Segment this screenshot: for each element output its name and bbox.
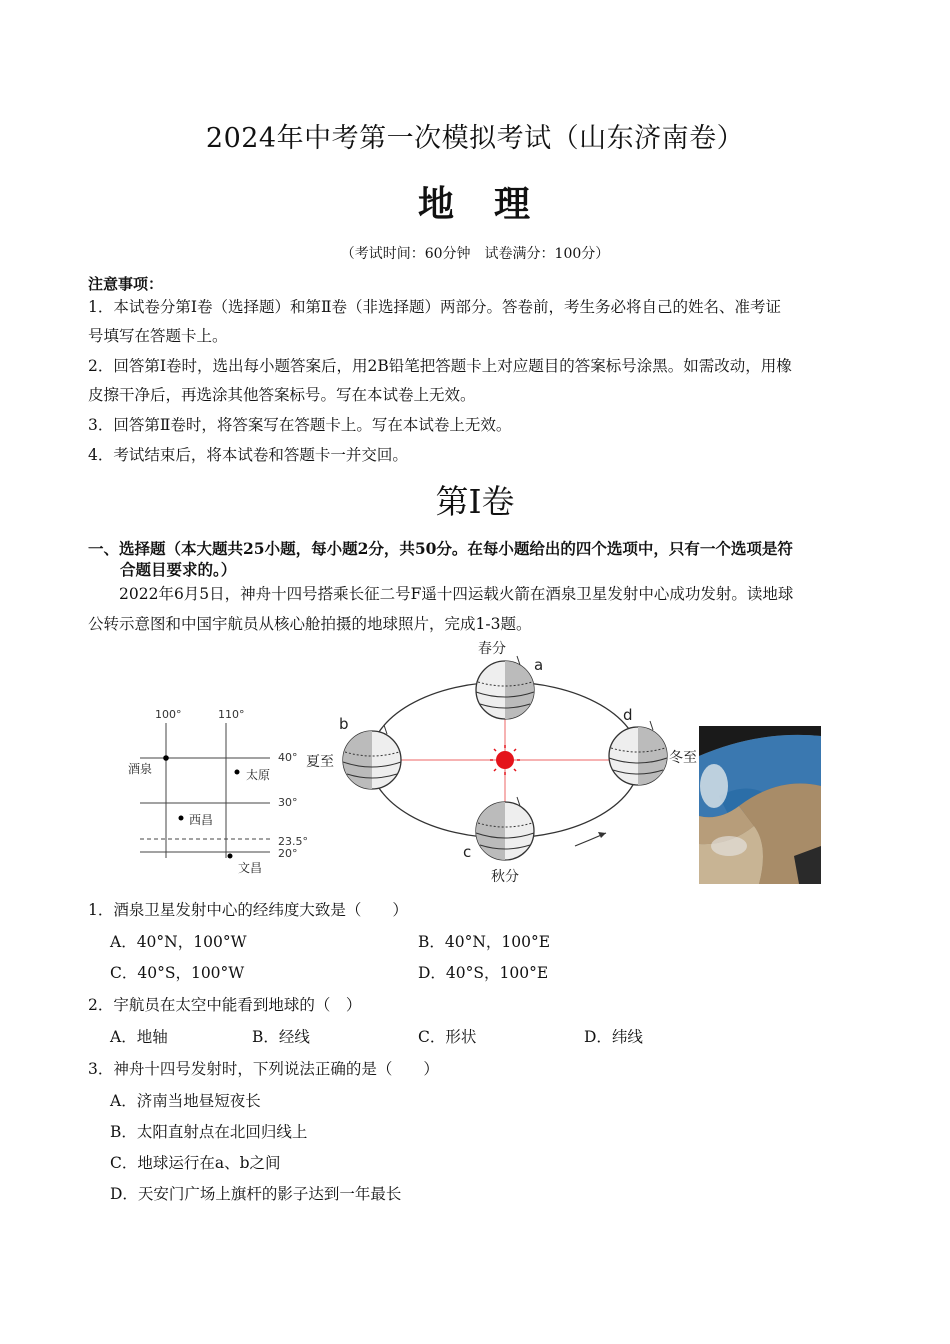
taiyuan-label: 太原 (246, 768, 271, 782)
exam-title: 2024年中考第一次模拟考试（山东济南卷） (205, 123, 745, 154)
lon2-label: 110° (218, 708, 245, 721)
q1-option-a[interactable]: A．40°N，100°W (110, 933, 247, 951)
wenchang-label: 文昌 (238, 861, 263, 875)
jiuquan-label: 酒泉 (128, 762, 153, 776)
wenchang-dot (228, 854, 233, 859)
globe-winter (609, 721, 667, 785)
q2-option-b[interactable]: B．经线 (252, 1028, 310, 1046)
xichang-label: 西昌 (189, 813, 214, 827)
notice-heading: 注意事项： (88, 275, 164, 293)
earth-photo (699, 726, 821, 884)
point-a-label: a (534, 656, 544, 674)
question-1-stem: 1．酒泉卫星发射中心的经纬度大致是（ ） (88, 901, 408, 919)
point-c-label: c (463, 843, 472, 861)
section-heading (88, 538, 868, 580)
xichang-dot (179, 816, 184, 821)
sun-icon (496, 751, 514, 769)
q1-option-b[interactable]: B．40°N，100°E (418, 933, 551, 951)
notice-line: 号填写在答题卡上。 (88, 327, 228, 345)
q3-option-d[interactable]: D．天安门广场上旗杆的影子达到一年最长 (110, 1185, 402, 1203)
point-d-label: d (623, 706, 633, 724)
passage-line1: 2022年6月5日，神舟十四号搭乘长征二号F遥十四运载火箭在酒泉卫星发射中心成功发射。读地球 (119, 585, 794, 603)
passage-line2: 公转示意图和中国宇航员从核心舱拍摄的地球照片，完成1-3题。 (88, 615, 532, 633)
question-2-stem: 2．宇航员在太空中能看到地球的（ ） (88, 996, 362, 1014)
lat20-label: 20° (278, 847, 298, 860)
q2-option-a[interactable]: A．地轴 (110, 1028, 168, 1046)
section-line1: 一、选择题（本大题共25小题，每小题2分，共50分。在每小题给出的四个选项中，只有一个选项是符 (88, 539, 793, 558)
spring-label: 春分 (478, 641, 506, 657)
q1-option-d[interactable]: D．40°S，100°E (418, 964, 549, 982)
q2-option-d[interactable]: D．纬线 (584, 1028, 643, 1046)
q3-option-b[interactable]: B．太阳直射点在北回归线上 (110, 1123, 308, 1141)
taiyuan-dot (235, 770, 240, 775)
notice-line: 4．考试结束后，将本试卷和答题卡一并交回。 (88, 446, 408, 464)
globe-spring (476, 656, 534, 719)
notice-line: 皮擦干净后，再选涂其他答案标号。写在本试卷上无效。 (88, 386, 476, 404)
q2-option-c[interactable]: C．形状 (418, 1028, 477, 1046)
q3-option-c[interactable]: C．地球运行在a、b之间 (110, 1154, 281, 1172)
section-line2: 合题目要求的。） (120, 560, 237, 579)
globe-autumn (476, 797, 534, 860)
lat-lon-map (140, 723, 270, 858)
winter-label: 冬至 (669, 750, 697, 766)
lon1-label: 100° (155, 708, 182, 721)
notice-line: 3．回答第Ⅱ卷时，将答案写在答题卡上。写在本试卷上无效。 (88, 416, 512, 434)
notice-line: 2．回答第Ⅰ卷时，选出每小题答案后，用2B铅笔把答题卡上对应题目的答案标号涂黑。如需改动，用橡 (88, 357, 792, 375)
point-b-label: b (339, 715, 349, 733)
lat40-label: 40° (278, 751, 298, 764)
lat235-label: 23.5° (278, 835, 308, 848)
jiuquan-dot (163, 755, 169, 761)
question-3-stem: 3．神舟十四号发射时，下列说法正确的是（ ） (88, 1060, 439, 1078)
time-info: （考试时间：60分钟 试卷满分：100分） (340, 246, 610, 262)
subject-title: 地 理 (417, 183, 532, 225)
volume-title: 第Ⅰ卷 (435, 482, 515, 521)
lat30-label: 30° (278, 796, 298, 809)
notice-line: 1．本试卷分第Ⅰ卷（选择题）和第Ⅱ卷（非选择题）两部分。答卷前，考生务必将自己的姓名、准考证 (88, 298, 782, 316)
q1-option-c[interactable]: C．40°S，100°W (110, 964, 245, 982)
autumn-label: 秋分 (491, 869, 519, 885)
globe-summer (343, 725, 401, 789)
q3-option-a[interactable]: A．济南当地昼短夜长 (110, 1092, 261, 1110)
summer-label: 夏至 (306, 754, 334, 770)
figure-diagram (110, 640, 710, 890)
